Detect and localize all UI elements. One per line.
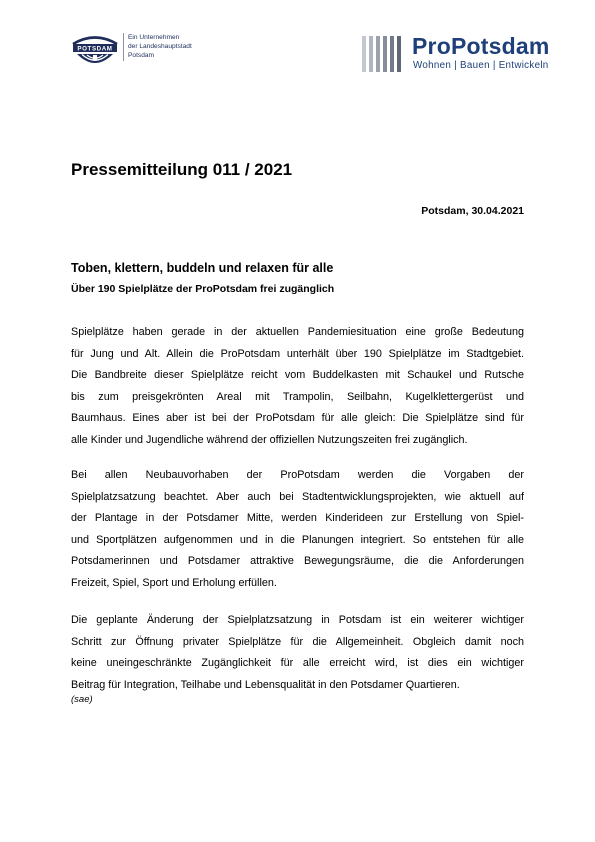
body-paragraph-3 xyxy=(71,610,524,696)
paragraph-line: für Jung und Alt. Allein die ProPotsdam unterhält über 190 Spielplätze im Stadtgebiet. xyxy=(71,347,524,360)
dateline: Potsdam, 30.04.2021 xyxy=(421,205,524,217)
body-paragraph-1 xyxy=(71,322,524,452)
body-paragraph-2 xyxy=(71,465,524,595)
paragraph-line: und Sportplätzen aufgenommen und in die Planungen integriert. So entstehen für alle xyxy=(71,533,524,546)
propotsdam-logo-wordmark xyxy=(412,33,550,59)
paragraph-line: Die Bandbreite dieser Spielplätze reicht vom Buddelkasten mit Schaukel und Rutsche xyxy=(71,369,524,382)
paragraph-line: alle Kinder und Jugendliche während der offiziellen Nutzungszeiten frei zugänglich. xyxy=(71,433,468,446)
paragraph-line: keine uneingeschränkte Zugänglichkeit für alle erreicht wird, ist dies ein wichtiger xyxy=(71,657,524,670)
city-line-1: Ein Unternehmen xyxy=(128,34,180,41)
subheadline: Über 190 Spielplätze der ProPotsdam frei zugänglich xyxy=(71,283,335,295)
city-affiliation-text xyxy=(123,33,192,61)
city-line-3: Potsdam xyxy=(128,52,155,60)
paragraph-line: Baumhaus. Eines aber ist bei der ProPotsdam für alle gleich: Die Spielplätze sind für xyxy=(71,412,524,425)
paragraph-line: Bei allen Neubauvorhaben der ProPotsdam werden die Vorgaben der xyxy=(71,469,524,481)
paragraph-line: Spielplätze haben gerade in der aktuellen Pandemiesituation eine große Bedeutung xyxy=(71,326,524,338)
svg-text:POTSDAM: POTSDAM xyxy=(77,45,113,53)
logo-name-part1: Pro xyxy=(412,33,451,59)
paragraph-line: der Plantage in der Potsdamer Mitte, werden Kinderideen zur Erstellung von Spiel- xyxy=(71,512,524,525)
potsdam-city-emblem-icon xyxy=(70,32,120,70)
paragraph-line: Beitrag für Integration, Teilhabe und Lebensqualität in den Potsdamer Quartieren. xyxy=(71,678,460,691)
paragraph-line: Potsdamerinnen und Potsdamer attraktive Bewegungsräume, die die Anforderungen xyxy=(71,555,524,568)
propotsdam-bars-icon xyxy=(362,36,406,72)
city-line-2: der Landeshauptstadt xyxy=(128,43,192,51)
paragraph-line: Schritt zur Öffnung privater Spielplätze für die Allgemeinheit. Obgleich damit noch xyxy=(71,635,524,648)
paragraph-line: Die geplante Änderung der Spielplatzsatzung in Potsdam ist ein weiterer wichtiger xyxy=(71,614,524,626)
paragraph-line: Freizeit, Spiel, Sport und Erholung erfüllen. xyxy=(71,576,277,589)
paragraph-line: Spielplatzsatzung beachtet. Aber auch bei Stadtentwicklungsprojekten, wie aktuell auf xyxy=(71,490,524,503)
paragraph-line: bis zum preisgekrönten Areal mit Trampolin, Seilbahn, Kugelklettergerüst und xyxy=(71,390,524,403)
headline: Toben, klettern, buddeln und relaxen für alle xyxy=(71,261,334,275)
propotsdam-tagline: Wohnen | Bauen | Entwickeln xyxy=(413,60,549,71)
logo-name-part2: Potsdam xyxy=(450,33,550,59)
press-release-title: Pressemitteilung 011 / 2021 xyxy=(71,160,293,179)
author-tag: (sae) xyxy=(71,694,93,705)
